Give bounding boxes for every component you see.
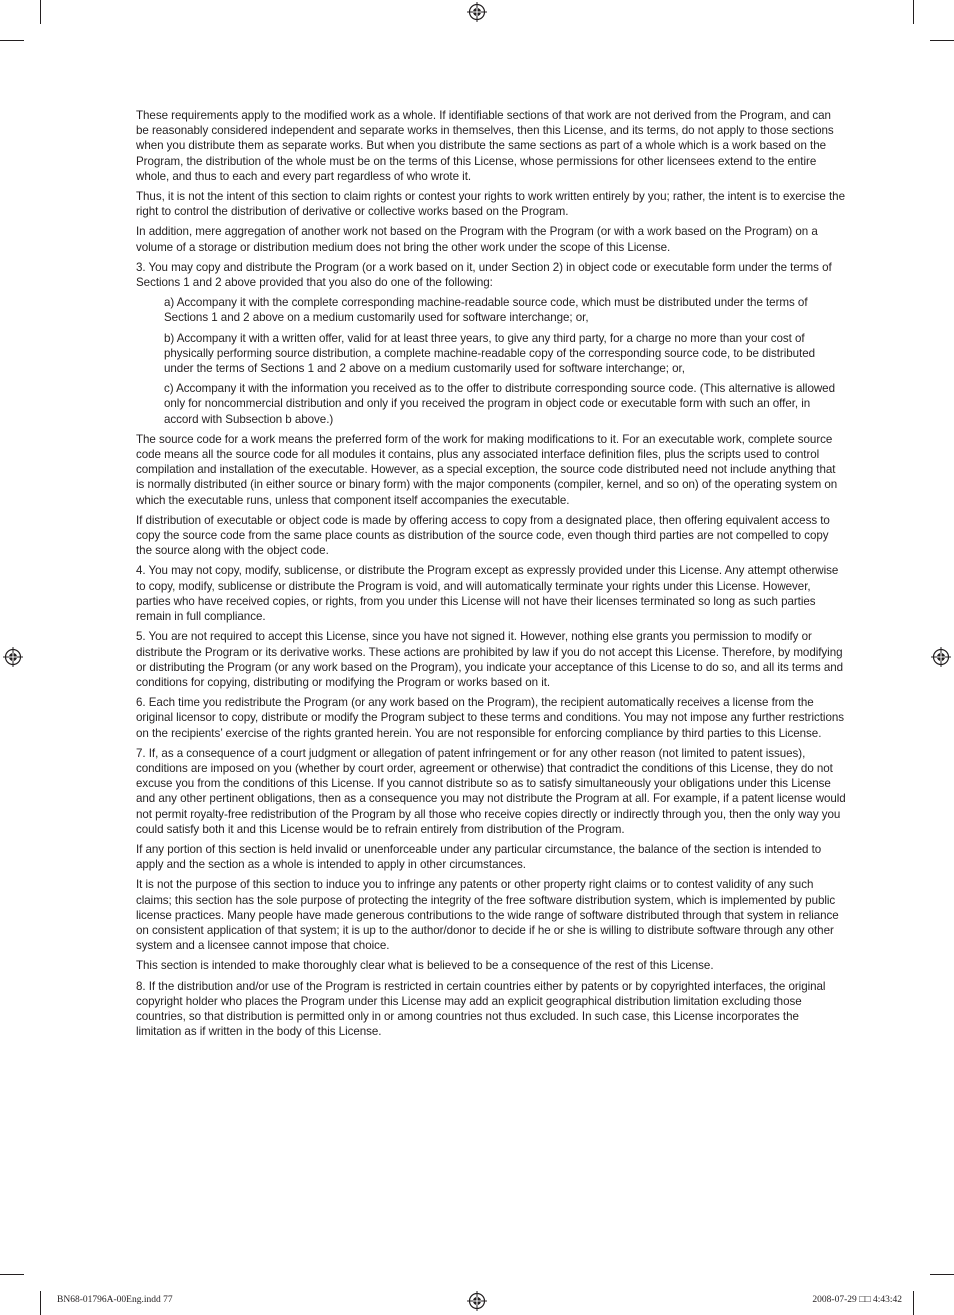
sub-clause-b: b) Accompany it with a written offer, valid for at least three years, to give any third party, for a charge no more than your cost of physically performing source distribution, a complete machine-readable copy of the corresponding source code, to be distributed under the terms of Sections 1 and 2 above on a medium customarily used for software interchange; or, (164, 331, 815, 376)
paragraph: The source code for a work means the preferred form of the work for making modifications to it. For an executable work, complete source code means all the source code for all modules it contains, plus any associated interface definition files, plus the scripts used to control compilation and installation of the executable. However, as a special exception, the source code distributed need not include anything that is normally distributed (in either source or binary form) with the major components (compiler, kernel, and so on) of the operating system on which the executable runs, unless that component itself accompanies the executable. (136, 432, 838, 507)
sub-clause-a: a) Accompany it with the complete corresponding machine-readable source code, which must be distributed under the terms of Sections 1 and 2 above on a medium customarily used for software interchange; or, (164, 296, 808, 325)
sub-clause-c: c) Accompany it with the information you received as to the offer to distribute corresponding source code. (This alternative is allowed only for noncommercial distribution and only if you received the program in object code or executable form with such an offer, in accord with Subsection b above.) (164, 382, 835, 426)
paragraph: If distribution of executable or object code is made by offering access to copy from a designated place, then offering equivalent access to copy the source code from the same place counts as distribution of the source code, even though third parties are not compelled to copy the source along with the object code. (136, 513, 830, 558)
paragraph: Thus, it is not the intent of this section to claim rights or contest your rights to work written entirely by you; rather, the intent is to exercise the right to control the distribution of derivative or collective works based on the Program. (136, 190, 845, 219)
paragraph: 4. You may not copy, modify, sublicense, or distribute the Program except as expressly provided under this License. Any attempt otherwise to copy, modify, sublicense or distribute the Program is void, and will automatically terminate your rights under this License. However, parties who have received copies, or rights, from you under this License will not have their licenses terminated so long as such parties remain in full compliance. (136, 564, 839, 624)
registration-mark-top-icon (467, 2, 487, 22)
crop-mark-top-right-vertical (913, 0, 914, 24)
paragraph: 7. If, as a consequence of a court judgment or allegation of patent infringement or for any other reason (not limited to patent issues), conditions are imposed on you (whether by court order, agreement or otherwise) that contradict the conditions of this License, they do not excuse you from the conditions of this License. If you cannot distribute so as to satisfy simultaneously your obligations under this License and any other pertinent obligations, then as a consequence you may not distribute the Program at all. For example, if a patent license would not permit royalty-free redistribution of the Program by all those who receive copies directly or indirectly through you, then the only way you could satisfy both it and this License would be to refrain entirely from distribution of the Program. (136, 746, 846, 836)
license-text-body (136, 108, 846, 1044)
paragraph: It is not the purpose of this section to induce you to infringe any patents or other property right claims or to contest validity of any such claims; this section has the sole purpose of protecting the integrity of the free software distribution system, which is implemented by public license practices. Many people have made generous contributions to the wide range of software distributed through that system in reliance on consistent application of that system; it is up to the author/donor to decide if he or she is willing to distribute software through any other system and a licensee cannot impose that choice. (136, 878, 839, 953)
crop-mark-top-left-horizontal (0, 40, 24, 41)
crop-mark-bottom-left-vertical (40, 1291, 41, 1315)
crop-mark-top-left-vertical (40, 0, 41, 24)
paragraph: 3. You may copy and distribute the Program (or a work based on it, under Section 2) in object code or executable form under the terms of Sections 1 and 2 above provided that you also do one of the following: (136, 260, 832, 290)
crop-mark-bottom-right-vertical (913, 1291, 914, 1315)
paragraph: 8. If the distribution and/or use of the Program is restricted in certain countries either by patents or by copyrighted interfaces, the original copyright holder who places the Program under this License may add an explicit geographical distribution limitation excluding those countries, so that distribution is permitted only in or among countries not thus excluded. In such case, this License incorporates the limitation as if written in the body of this License. (136, 979, 826, 1039)
crop-mark-bottom-left-horizontal (0, 1274, 24, 1275)
registration-mark-left-icon (3, 647, 23, 667)
paragraph: In addition, mere aggregation of another work not based on the Program with the Program (or with a work based on the Program) on a volume of a storage or distribution medium does not bring the other work under the scope of this License. (136, 225, 818, 254)
paragraph: These requirements apply to the modified work as a whole. If identifiable sections of that work are not derived from the Program, and can be reasonably considered independent and separate works in themselves, then this License, and its terms, do not apply to those sections when you distribute them as separate works. But when you distribute the same sections as part of a whole which is a work based on the Program, the distribution of the whole must be on the terms of this License, whose permissions for other licensees extend to the entire whole, and thus to each and every part regardless of who wrote it. (136, 109, 834, 183)
paragraph: If any portion of this section is held invalid or unenforceable under any particular circumstance, the balance of the section is intended to apply and the section as a whole is intended to apply in other circumstances. (136, 842, 822, 872)
registration-mark-right-icon (931, 647, 951, 667)
registration-mark-bottom-icon (467, 1291, 487, 1311)
footer-file-name: BN68-01796A-00Eng.indd 77 (57, 1295, 173, 1305)
paragraph: This section is intended to make thoroughly clear what is believed to be a consequence of the rest of this License. (136, 959, 714, 973)
footer-timestamp: 2008-07-29 □□ 4:43:42 (812, 1295, 902, 1305)
paragraph: 6. Each time you redistribute the Program (or any work based on the Program), the recipient automatically receives a license from the original licensor to copy, distribute or modify the Program subject to these terms and conditions. You may not impose any further restrictions on the recipients’ exercise of the rights granted herein. You are not responsible for enforcing compliance by third parties to this License. (136, 696, 844, 740)
crop-mark-bottom-right-horizontal (930, 1274, 954, 1275)
paragraph: 5. You are not required to accept this License, since you have not signed it. However, nothing else grants you permission to modify or distribute the Program or its derivative works. These actions are prohibited by law if you do not accept this License. Therefore, by modifying or distributing the Program (or any work based on the Program), you indicate your acceptance of this License to do so, and all its terms and conditions for copying, distributing or modifying the Program or works based on it. (136, 630, 844, 689)
crop-mark-top-right-horizontal (930, 40, 954, 41)
